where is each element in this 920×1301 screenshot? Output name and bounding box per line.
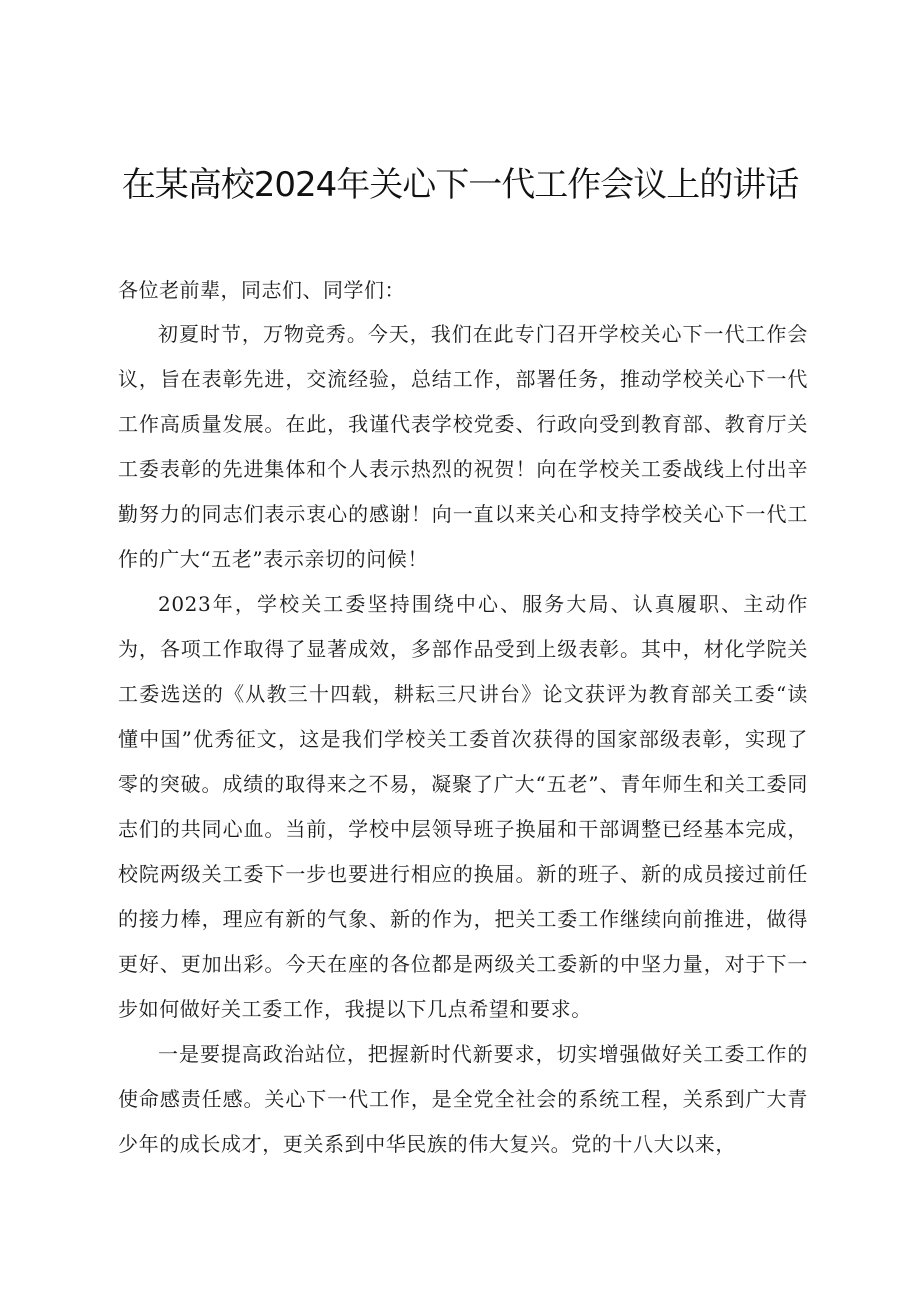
salutation: 各位老前辈，同志们、同学们： <box>118 278 405 302</box>
paragraph-review-2023: 2023年，学校关工委坚持围绕中心、服务大局、认真履职、主动作为，各项工作取得了显著成效，多部作品受到上级表彰。其中，材化学院关工委选送的《从教三十四载，耕耘三尺讲台》论文获评为教育部关工委“读懂中国”优秀征文，这是我们学校关工委首次获得的国家部级表彰，实现了零的突破。成绩的取得来之不易，凝聚了广大“五老”、青年师生和关工委同志们的共同心血。当前，学校中层领导班子换届和干部调整已经基本完成，校院两级关工委下一步也要进行相应的换届。新的班子、新的成员接过前任的接力棒，理应有新的气象、新的作为，把关工委工作继续向前推进，做得更好、更加出彩。今天在座的各位都是两级关工委新的中坚力量，对于下一步如何做好关工委工作，我提以下几点希望和要求。 <box>118 592 808 1021</box>
document-body <box>118 268 808 1167</box>
document-title: 在某高校2024年关心下一代工作会议上的讲话 <box>121 165 799 205</box>
paragraph-point-one: 一是要提高政治站位，把握新时代新要求，切实增强做好关工委工作的使命感责任感。关心下一代工作，是全党全社会的系统工程，关系到广大青少年的成长成才，更关系到中华民族的伟大复兴。党的十八大以来， <box>118 1042 808 1156</box>
paragraph-opening: 初夏时节，万物竞秀。今天，我们在此专门召开学校关心下一代工作会议，旨在表彰先进，交流经验，总结工作，部署任务，推动学校关心下一代工作高质量发展。在此，我谨代表学校党委、行政向受到教育部、教育厅关工委表彰的先进集体和个人表示热烈的祝贺！向在学校关工委战线上付出辛勤努力的同志们表示衷心的感谢！向一直以来关心和支持学校关心下一代工作的广大“五老”表示亲切的问候！ <box>118 322 808 571</box>
